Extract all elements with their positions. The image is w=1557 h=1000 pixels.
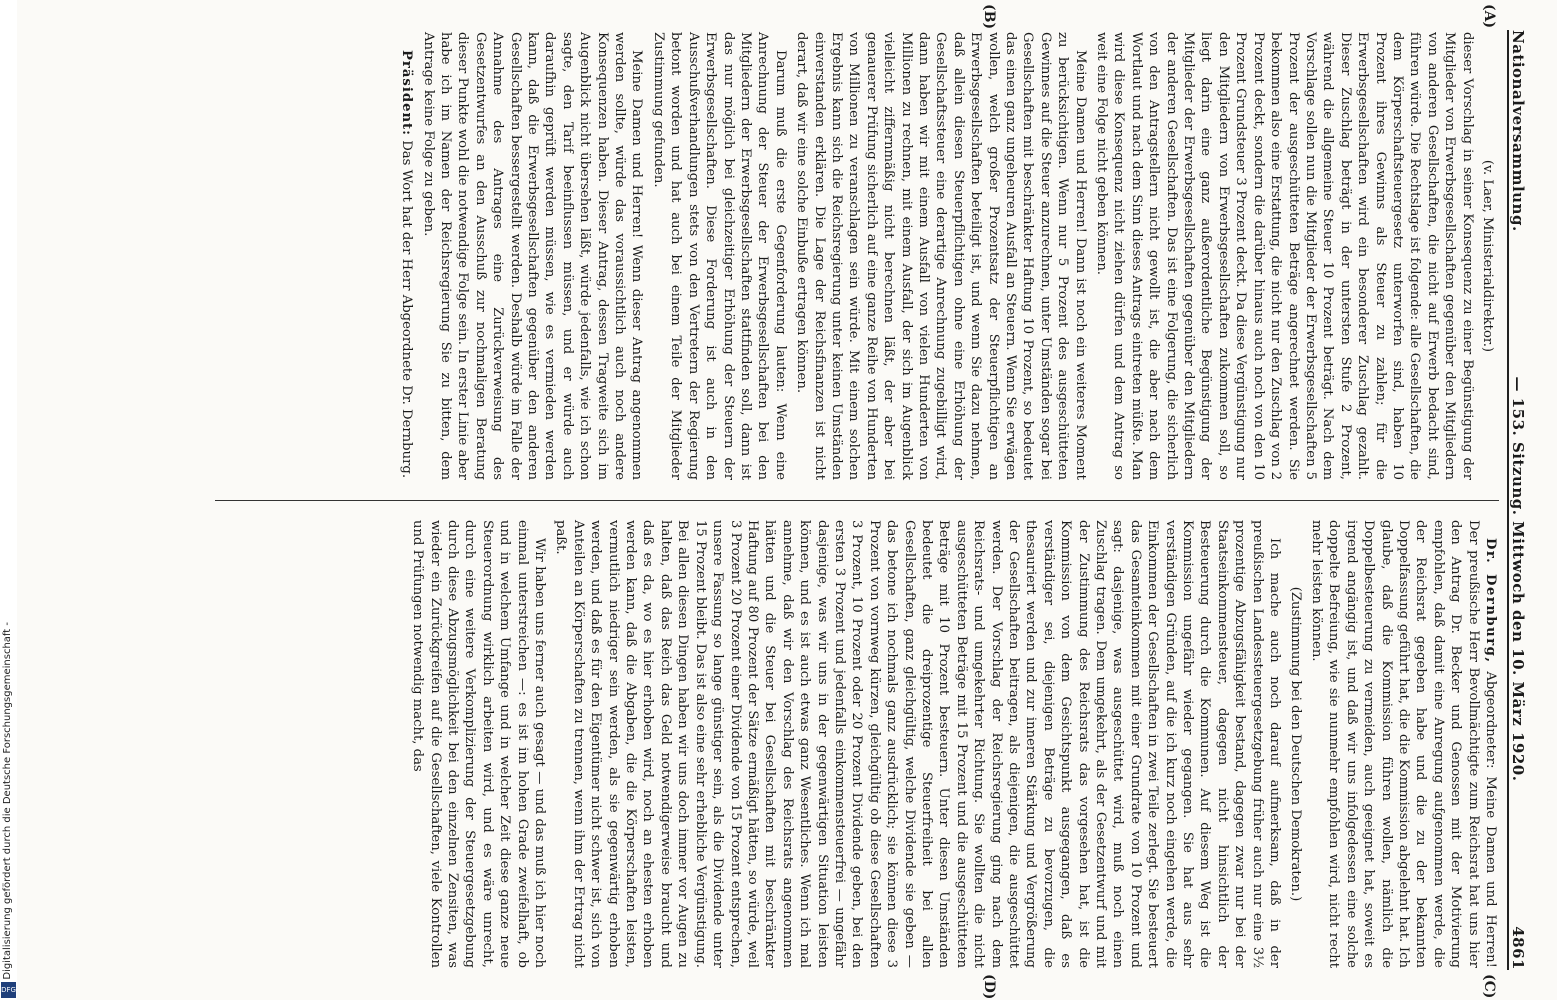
margin-marker-c: (C) [1481,974,1497,999]
margin-marker-a: (A) [1481,4,1497,29]
dfg-logo-icon: DFG [1,982,16,998]
page-header [1507,30,1539,970]
digitization-credit: Digitalisierung gefördert durch die Deutsche Forschungsgemeinschaft - [2,622,13,980]
president-remark [398,32,415,480]
header-left: Nationalversammlung. [1509,30,1527,232]
paragraph: dieser Vorschlag in seiner Konsequenz zu einer Begünstigung der Mitglieder von Erwerbsgesellschaften gegenüber den Mitgliedern von anderen Gesellschaften, die nicht auf Erwerb bedacht sind, führen würde. Die Rechtslage ist folgende: alle Gesellschaften, die dem Körperschaftsteuergesetz unterworfen sind, haben 10 Prozent ihres Gewinns als Steuer zu zahlen; für die Erwerbsgesellschaften wird ein besonderer Zuschlag gezahlt. Dieser Zuschlag beträgt in der untersten Stufe 2 Prozent, während die allgemeine Steuer 10 Prozent beträgt. Nach dem Vorschlage sollen nun die Mitglieder der Erwerbsgesellschaften 5 Prozent der ausgeschütteten Beträge angerechnet werden. Sie bekommen also eine Erstattung, die nicht nur den Zuschlag von 2 Prozent deckt, sondern die darüber hinaus auch noch von den 10 Prozent Grundsteuer 3 Prozent deckt. Da diese Vergünstigung nur den Mitgliedern von Erwerbsgesellschaften zukommen soll, so liegt darin eine ganz außerordentliche Begünstigung der Mitglieder der Erwerbsgesellschaften gegenüber den Mitgliedern der anderen Gesellschaften. Das ist eine Folgerung, die sicherlich von den Antragstellern nicht gewollt ist, die aber nach dem Wortlaut und nach dem Sinn dieses Antrags eintreten müßte. Man wird diese Konsequenz nicht ziehen dürfen und dem Antrag so weit eine Folge nicht geben können. [1094,32,1475,480]
speaker-role: Abgeordneter: [1483,671,1498,769]
paragraph: Meine Damen und Herren! Dann ist noch ein weiteres Moment zu berücksichtigen. Wenn nur 5 Prozent des ausgeschütteten Gewinnes auf die Steuer anzurechnen, unter Umständen sogar bei Gesellschaften mit beschränkter Haftung 10 Prozent, so bedeutet das einen ganz ungeheuren Ausfall an Steuern. Wenn Sie erwägen wollen, welch großer Prozentsatz der Steuerpflichtigen an Erwerbsgesellschaften beteiligt ist, und wenn Sie dazu nehmen, daß allein diesen Steuerpflichtigen ohne eine Erhöhung der Gesellschaftssteuer eine derartige Anrechnung zugebilligt wird, dann haben wir mit einem Ausfall von vielen Hunderten von Millionen zu rechnen, mit einem Ausfall, der sich im Augenblick vielleicht ziffernmäßig nicht berechnen läßt, der aber bei genauerer Prüfung sicherlich auf eine ganze Reihe von Hunderten von Millionen zu veranschlagen sein würde. Mit einem solchen Ergebnis kann sich die Reichsregierung unter keinen Umständen einverstanden erklären. Die Lage der Reichsfinanzen ist nicht derart, daß wir eine solche Einbuße ertragen können. [794,32,1088,480]
scanned-page [197,0,1557,1000]
page-number: 4861 [1509,926,1527,970]
left-column [215,32,1499,480]
paragraph: Wir haben uns ferner auch gesagt — und das muß ich hier noch einmal unterstreichen —: es ist im hohen Grade zweifelhaft, ob und in welchem Umfange und in welcher Zeit diese ganze neue Steuerordnung wirklich arbeiten wird, und es wäre unrecht, durch eine weitere Verkomplizierung der Steuergesetzgebung durch diese Abzugsmöglichkeit bei den einzelnen Zensiten, was wieder ein Zurückgreifen auf die Gesellschaften, viele Kontrollen und Prüfungen notwendig macht, das [410,520,548,968]
paragraph: Darum muß die erste Gegenforderung lauten: Wenn eine Anrechnung der Steuer der Erwerbsgesellschaften bei den Mitgliedern der Erwerbsgesellschaften stattfinden soll, dann ist das nur möglich bei gleichzeitiger Erhöhung der Steuern der Erwerbsgesellschaften. Diese Forderung ist auch in den Ausschußverhandlungen stets von den Vertretern der Regierung betont worden und hat auch bei einem Teile der Mitglieder Zustimmung gefunden. [650,32,788,480]
president-label: Präsident: [399,50,415,137]
column-divider [215,500,1499,501]
header-center: — 153. Sitzung. Mittwoch den 10. März 1920. [1509,376,1527,782]
paragraph: Meine Damen und Herren! Wenn dieser Antrag angenommen werden sollte, würde das voraussichtlich auch noch andere Konsequenzen haben. Dieser Antrag, dessen Tragweite sich im Augenblick nicht übersehen läßt, würde jedenfalls, wie ich schon sagte, den Tarif beeinflussen müssen, und er würde auch daraufhin geprüft werden müssen, wie es vermieden werden kann, daß die Erwerbsgesellschaften gegenüber den anderen Gesellschaften bessergestellt werden. Deshalb würde im Falle der Annahme des Antrages eine Zurückverweisung des Gesetzentwurfes an den Ausschuß zur nochmaligen Beratung dieser Punkte wohl die notwendige Folge sein. In erster Linie aber habe ich im Namen der Reichsregierung Sie zu bitten, dem Antrage keine Folge zu geben. [420,32,645,480]
margin-marker-d: (D) [981,974,997,1000]
margin-marker-b: (B) [981,4,997,30]
paragraph: Ich mache auch noch darauf aufmerksam, daß in der preußischen Landessteuergesetzgebung früher auch nur eine 3½ prozentige Abzugsfähigkeit bestand, dagegen zwar nur bei der Staatseinkommensteuer, dagegen nicht hinsichtlich der Besteuerung durch die Kommunen. Auf diesem Weg ist die Kommission ungefähr wieder gegangen. Sie hat aus sehr verständigen Gründen, auf die ich kurz noch eingehen werde, die Einkommen der Gesellschaften in zwei Teile zerlegt. Sie besteuert das Gesamteinkommen mit einer Grundrate von 10 Prozent und sagt: dasjenige, was ausgeschüttet wird, muß noch einen Zuschlag tragen. Dem umgekehrt, als der Gesetzentwurf und mit der Zustimmung des Reichsrats das vorgesehen hat, ist die Kommission von dem Gesichtspunkt ausgegangen, daß es verständiger sei, diejenigen Beträge zu bevorzugen, die thesauriert werden und zur inneren Stärkung und Vergrößerung der Gesellschaften beitragen, als diejenigen, die ausgeschüttet werden. Der Vorschlag der Reichsregierung ging nach dem Reichsrats- und umgekehrter Richtung. Sie wollten die nicht ausgeschütteten Beträge mit 15 Prozent und die ausgeschütteten Beträge mit 10 Prozent besteuern. Unter diesen Umständen bedeutet die dreiprozentige Steuerfreiheit bei allen Gesellschaften, ganz gleichgültig, welche Dividende sie geben — das betone ich nochmals ganz ausdrücklich; sie können diese 3 Prozent von vornweg kürzen, gleichgültig ob diese Gesellschaften 3 Prozent, 10 Prozent oder 20 Prozent Dividende geben, bei den ersten 3 Prozent und jedenfalls einkommensteuerfrei — ungefähr dasjenige, was wir uns in der gegenwärtigen Situation leisten können, und es ist auch etwas ganz Wesentliches. Wenn ich mal annehme, daß wir den Vorschlag des Reichsrats angenommen hätten und die Steuer bei Gesellschaften mit beschränkter Haftung auf 80 Prozent der Sätze ermäßigt hätten, so würde, weil 3 Prozent 20 Prozent einer Dividende von 15 Prozent entsprechen, unsere Fassung so lange günstiger sein, als die Dividende unter 15 Prozent bleibt. Das ist also eine sehr erhebliche Vergünstigung. Bei allen diesen Dingen haben wir uns doch immer vor Augen zu halten, daß das Reich das Geld notwendigerweise braucht und daß es da, wo es hier erhoben wird, noch an ehesten erhoben werden kann, daß die Abgaben, die die Körperschaften leisten, vermutlich niedriger sein werden, als sie gegenwärtig erhoben werden, und daß es für den Eigentümer nicht schwer ist, sich von Anteilen an Körperschaften zu trennen, wenn ihm der Ertrag nicht paßt. [553,520,1283,968]
speaker-intro [1308,520,1499,968]
speaker-continuation: (v. Laer, Ministerialdirektor.) [1480,159,1495,353]
digitization-credit-strip [0,0,17,1000]
paragraph: Meine Damen und Herren! Der preußische Herr Bevollmächtigte zum Reichsrat hat uns hier den Antrag Dr. Becker und Genossen mit der Motivierung empfohlen, daß damit eine Anregung aufgenommen werde, die der Reichsrat gegeben habe und die zu der bekannten Doppelfassung geführt hat, die die Kommission abgelehnt hat. Ich glaube, daß die Kommission führen wollen, nämlich die Doppelbesteuerung zu vermeiden, auch geeignet hat, soweit es irgend angängig ist, und daß wir uns infolgedessen eine solche doppelte Befreiung, wie sie nunmehr empfohlen wird, nicht recht mehr leisten können. [1308,520,1498,968]
right-column [215,520,1499,968]
applause-note: (Zustimmung bei den Deutschen Demokraten.) [1287,586,1303,902]
speaker-name: Dr. Dernburg, [1483,538,1498,664]
president-text: Das Wort hat der Herr Abgeordnete Dr. Dernburg. [399,140,415,479]
